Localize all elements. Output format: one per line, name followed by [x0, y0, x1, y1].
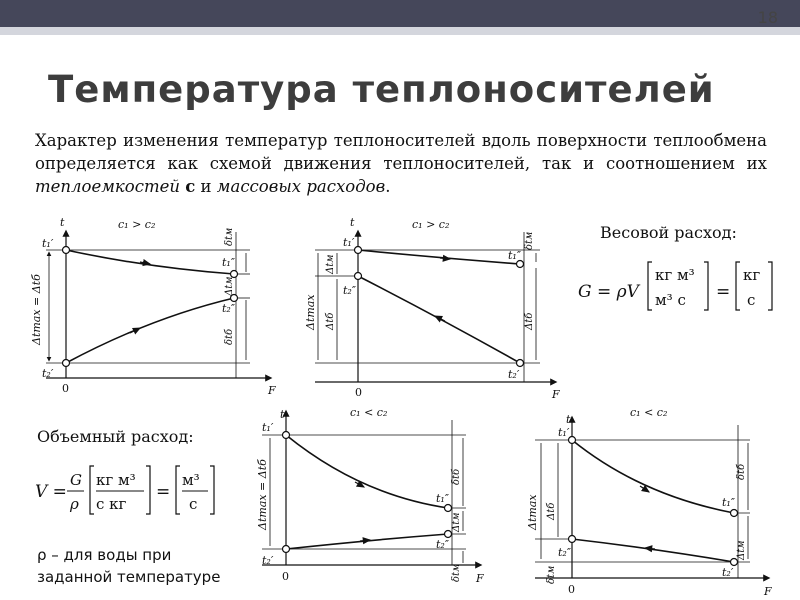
- d2-t1-in: t₁′: [343, 236, 355, 249]
- d1-t2-out: t₂″: [222, 302, 235, 315]
- d4-condition: c₁ < c₂: [630, 406, 668, 419]
- d4-t2-in: t₂′: [722, 566, 734, 579]
- d2-delta-tm: δtм: [524, 231, 535, 250]
- d3-t2-in: t₂′: [262, 554, 274, 567]
- d3-dtmax-eq: Δtmax = Δtб: [256, 459, 269, 530]
- formula-weight-flow: [578, 262, 772, 310]
- formula-G-units1-top: кг м³: [655, 266, 695, 284]
- d2-t1-out: t₁″: [508, 249, 521, 262]
- d4-t1-in: t₁′: [558, 426, 570, 439]
- intro-paragraph: Характер изменения температур теплоносителей вдоль поверхности теплообмена определяется как схемой движения теплоносителей, так и соотношением их теплоемкостей с и массовых расходов.: [35, 131, 767, 196]
- d2-axis-F: F: [552, 388, 560, 401]
- d1-origin: 0: [62, 382, 69, 395]
- d4-dt-b: Δtб: [546, 502, 557, 520]
- d4-origin: 0: [568, 583, 575, 596]
- formula-G-units2-bottom: с: [747, 291, 756, 309]
- d1-dtmax-eq: Δtmax = Δtб: [30, 274, 43, 345]
- d3-dt-m: Δtм: [451, 512, 462, 532]
- diagram-parallel-c1-gt-c2: [46, 232, 270, 378]
- d1-delta-tm: δtм: [224, 227, 235, 246]
- d2-dt-b: Δtб: [325, 312, 336, 330]
- formula-G-units1-bottom: м³ с: [655, 291, 686, 309]
- formula-G-units2-top: кг: [743, 266, 761, 284]
- d4-dtmax: Δtmax: [526, 494, 539, 530]
- d1-t2-in: t₂′: [42, 367, 54, 380]
- d4-axis-F: F: [764, 585, 772, 598]
- d3-delta-tb: δtб: [451, 468, 462, 485]
- d4-t1-out: t₁″: [722, 496, 735, 509]
- formula-V-units1-top: кг м³: [96, 471, 136, 489]
- d2-condition: c₁ > c₂: [412, 218, 450, 231]
- formula-V-eq: =: [156, 482, 171, 502]
- formula-V-units2-bottom: с: [189, 495, 198, 513]
- d2-t2-in: t₂′: [508, 368, 520, 381]
- d3-condition: c₁ < c₂: [350, 406, 388, 419]
- d1-axis-t: t: [60, 216, 65, 229]
- volume-flow-label: Объемный расход:: [37, 427, 194, 446]
- d2-origin: 0: [355, 386, 362, 399]
- formula-V-units2-top: м³: [182, 471, 200, 489]
- slide-number: 18: [757, 8, 778, 27]
- formula-V-lhs: V =: [35, 482, 67, 502]
- d4-t2-out: t₂″: [558, 546, 571, 559]
- d3-delta-tm: δtм: [451, 563, 462, 582]
- d4-delta-tm: δtм: [546, 565, 557, 584]
- d4-delta-tb: δtб: [736, 463, 747, 480]
- formula-G-lhs: G = ρV: [578, 282, 639, 302]
- formula-volume-flow: [35, 466, 214, 514]
- d1-t1-out: t₁″: [222, 256, 235, 269]
- d3-origin: 0: [282, 570, 289, 583]
- d2-axis-t: t: [350, 216, 355, 229]
- formula-V-frac-bottom: ρ: [70, 495, 79, 513]
- d3-axis-t: t: [280, 408, 285, 421]
- formula-V-frac-top: G: [70, 471, 82, 489]
- rho-note: ρ – для воды при заданной температуре: [37, 546, 221, 586]
- weight-flow-label: Весовой расход:: [600, 223, 737, 242]
- d2-dt-m: Δtм: [325, 254, 336, 274]
- d1-delta-tb: δtб: [224, 328, 235, 345]
- formula-V-units1-bottom: с кг: [96, 495, 127, 513]
- d4-axis-t: t: [566, 413, 571, 426]
- d4-dt-m: Δtм: [736, 540, 747, 560]
- d3-t1-out: t₁″: [436, 492, 449, 505]
- d3-t1-in: t₁′: [262, 421, 274, 434]
- slide-title: Температура теплоносителей: [48, 68, 715, 111]
- d1-condition: c₁ > c₂: [118, 218, 156, 231]
- d3-t2-out: t₂″: [436, 538, 449, 551]
- d1-dt-m: Δtм: [224, 276, 235, 296]
- d2-t2-out: t₂″: [343, 284, 356, 297]
- d2-dtmax: Δtmax: [304, 294, 317, 330]
- d2-dt-b-right: Δtб: [524, 312, 535, 330]
- d1-t1-in: t₁′: [42, 237, 54, 250]
- d3-axis-F: F: [476, 572, 484, 585]
- d1-axis-F: F: [268, 384, 276, 397]
- formula-G-eq: =: [716, 282, 731, 302]
